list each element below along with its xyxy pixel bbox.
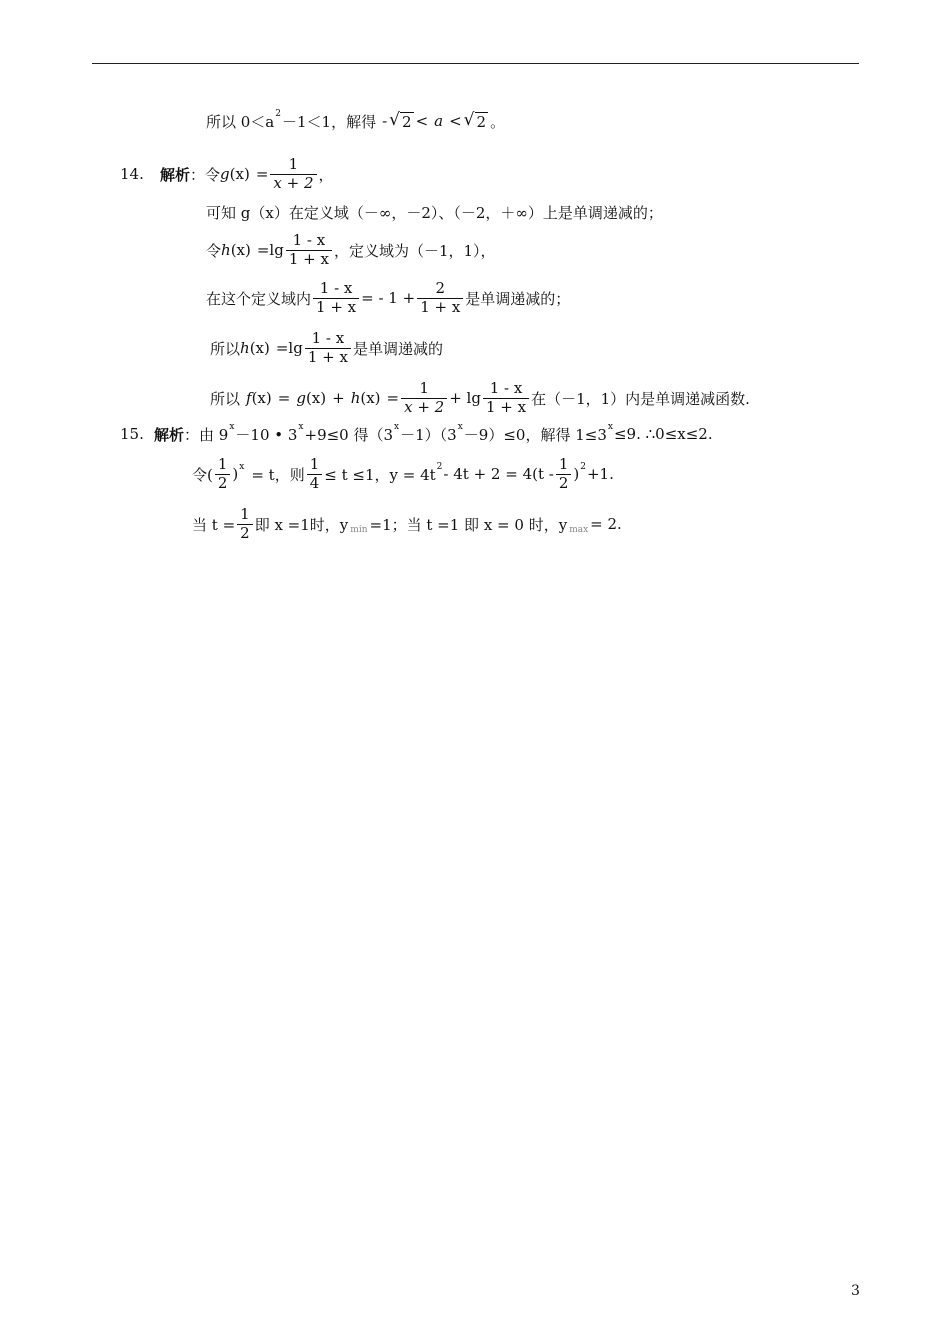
numerator: 1 - x <box>292 231 326 250</box>
text: =1；当 t =1 即 x = 0 时，y <box>369 515 568 534</box>
problem-number: 15. <box>120 425 144 443</box>
text: (x) <box>305 389 327 407</box>
superscript: x <box>607 422 613 432</box>
subscript: min <box>350 525 368 535</box>
text: = - 1 + <box>361 289 416 307</box>
denominator: 2 <box>237 524 253 542</box>
minus-sign: - <box>382 112 388 130</box>
text: +9≤0 得（3 <box>304 425 394 444</box>
denominator: 1 + x <box>417 298 463 316</box>
denominator: 1 + x <box>313 298 359 316</box>
text: 可知 g（x）在定义域（－∞，－2）、（－2，＋∞）上是单调递减的； <box>206 203 663 222</box>
solution-14-line-4 <box>206 274 570 322</box>
text: + lg <box>449 389 481 407</box>
solution-15-line-3 <box>192 500 622 548</box>
superscript: x <box>239 462 245 472</box>
denominator: 2 <box>556 474 572 492</box>
text: ，定义域为（－1，1）， <box>333 241 496 260</box>
superscript: 2 <box>436 462 443 472</box>
numerator: 1 <box>288 155 299 174</box>
denominator: 1 + x <box>286 250 332 268</box>
sqrt-expression: √ 2 <box>389 109 412 131</box>
text: 所以 <box>210 339 241 358</box>
variable: h <box>350 389 361 407</box>
numerator: 1 <box>309 455 320 474</box>
variable: h <box>221 241 231 259</box>
fraction <box>313 280 359 316</box>
variable: f <box>246 389 252 407</box>
fraction <box>286 232 332 268</box>
text: 是单调递减的； <box>465 289 571 308</box>
text: ≤9. ∴0≤x≤2. <box>613 425 713 443</box>
sqrt-expression: √ 2 <box>463 109 487 131</box>
numerator: 1 <box>240 505 250 524</box>
numerator: 1 - x <box>319 279 353 298</box>
text: =lg <box>256 241 284 259</box>
text: (x) <box>249 339 270 357</box>
solution-14-line-5 <box>210 324 443 372</box>
variable: h <box>240 339 250 357</box>
equals: = <box>386 389 400 407</box>
keyword: 解析 <box>154 425 185 444</box>
text: 令 <box>206 241 222 260</box>
text: (x) <box>360 389 381 407</box>
equals: = <box>255 165 269 183</box>
numerator: 1 <box>558 455 569 474</box>
text: ：令 <box>190 165 221 184</box>
equals: = <box>277 389 291 407</box>
text: 令( <box>192 465 213 484</box>
less-than: < <box>415 112 429 130</box>
fraction <box>417 280 463 316</box>
denominator: 1 + x <box>483 398 529 416</box>
numerator: 1 <box>419 379 429 398</box>
text: - 4t + 2 = 4(t - <box>443 465 554 483</box>
text: =lg <box>275 339 303 357</box>
text: 在（－1，1）内是单调递减函数. <box>531 389 750 408</box>
text: (x) <box>229 165 250 183</box>
text: 。 <box>490 112 506 131</box>
text: ， <box>318 165 334 184</box>
denominator: 1 + x <box>305 348 351 366</box>
numerator: 1 - x <box>311 329 345 348</box>
denominator: x + 2 <box>270 174 316 192</box>
solution-14-line-3 <box>206 226 496 274</box>
text: (x) <box>230 241 251 259</box>
text: －9）≤0，解得 1≤3 <box>463 425 607 444</box>
superscript: x <box>298 422 304 432</box>
subscript: max <box>569 525 589 535</box>
text: 即 x =1时，y <box>254 515 349 534</box>
text: = 2. <box>590 515 622 533</box>
radicand: 2 <box>402 112 412 131</box>
numerator: 1 <box>217 455 228 474</box>
text: ) <box>232 465 239 483</box>
fraction <box>270 156 316 192</box>
problem-number: 14. <box>120 165 144 183</box>
less-than: < <box>449 112 462 130</box>
text: 在这个定义域内 <box>206 289 312 308</box>
text: ≤ t ≤1，y = 4t <box>324 465 436 484</box>
superscript: 2 <box>580 462 586 472</box>
superscript: x <box>457 422 463 432</box>
fraction <box>305 330 351 366</box>
text: 所以 0＜a <box>206 112 275 131</box>
keyword: 解析 <box>160 165 191 184</box>
denominator: x + 2 <box>401 398 447 416</box>
text: (x) <box>251 389 272 407</box>
text: 是单调递减的 <box>352 339 443 358</box>
fraction <box>307 456 323 492</box>
text: －10 • 3 <box>235 425 298 444</box>
superscript: 2 <box>275 109 281 119</box>
text: －1）（3 <box>400 425 457 444</box>
denominator: 2 <box>215 474 231 492</box>
page-number: 3 <box>851 1283 860 1299</box>
text: +1. <box>586 465 614 483</box>
superscript: x <box>229 422 235 432</box>
variable: a <box>434 112 444 130</box>
numerator: 1 - x <box>489 379 523 398</box>
superscript: x <box>394 422 400 432</box>
header-rule <box>92 63 859 64</box>
variable: g <box>220 165 230 183</box>
variable: g <box>296 389 306 407</box>
text: ：由 9 <box>184 425 229 444</box>
fraction <box>556 456 572 492</box>
text: 所以 <box>210 389 241 408</box>
denominator: 4 <box>307 474 323 492</box>
text: ) <box>573 465 580 483</box>
text: 当 t = <box>192 515 236 534</box>
fraction <box>237 506 253 542</box>
text: = t，则 <box>251 465 305 484</box>
solution-15-line-2 <box>192 450 614 498</box>
solution-13-conclusion <box>206 97 505 145</box>
plus: + <box>332 389 345 407</box>
numerator: 2 <box>435 279 446 298</box>
text: －1＜1，解得 <box>282 112 377 131</box>
fraction <box>215 456 231 492</box>
radicand: 2 <box>476 112 487 131</box>
